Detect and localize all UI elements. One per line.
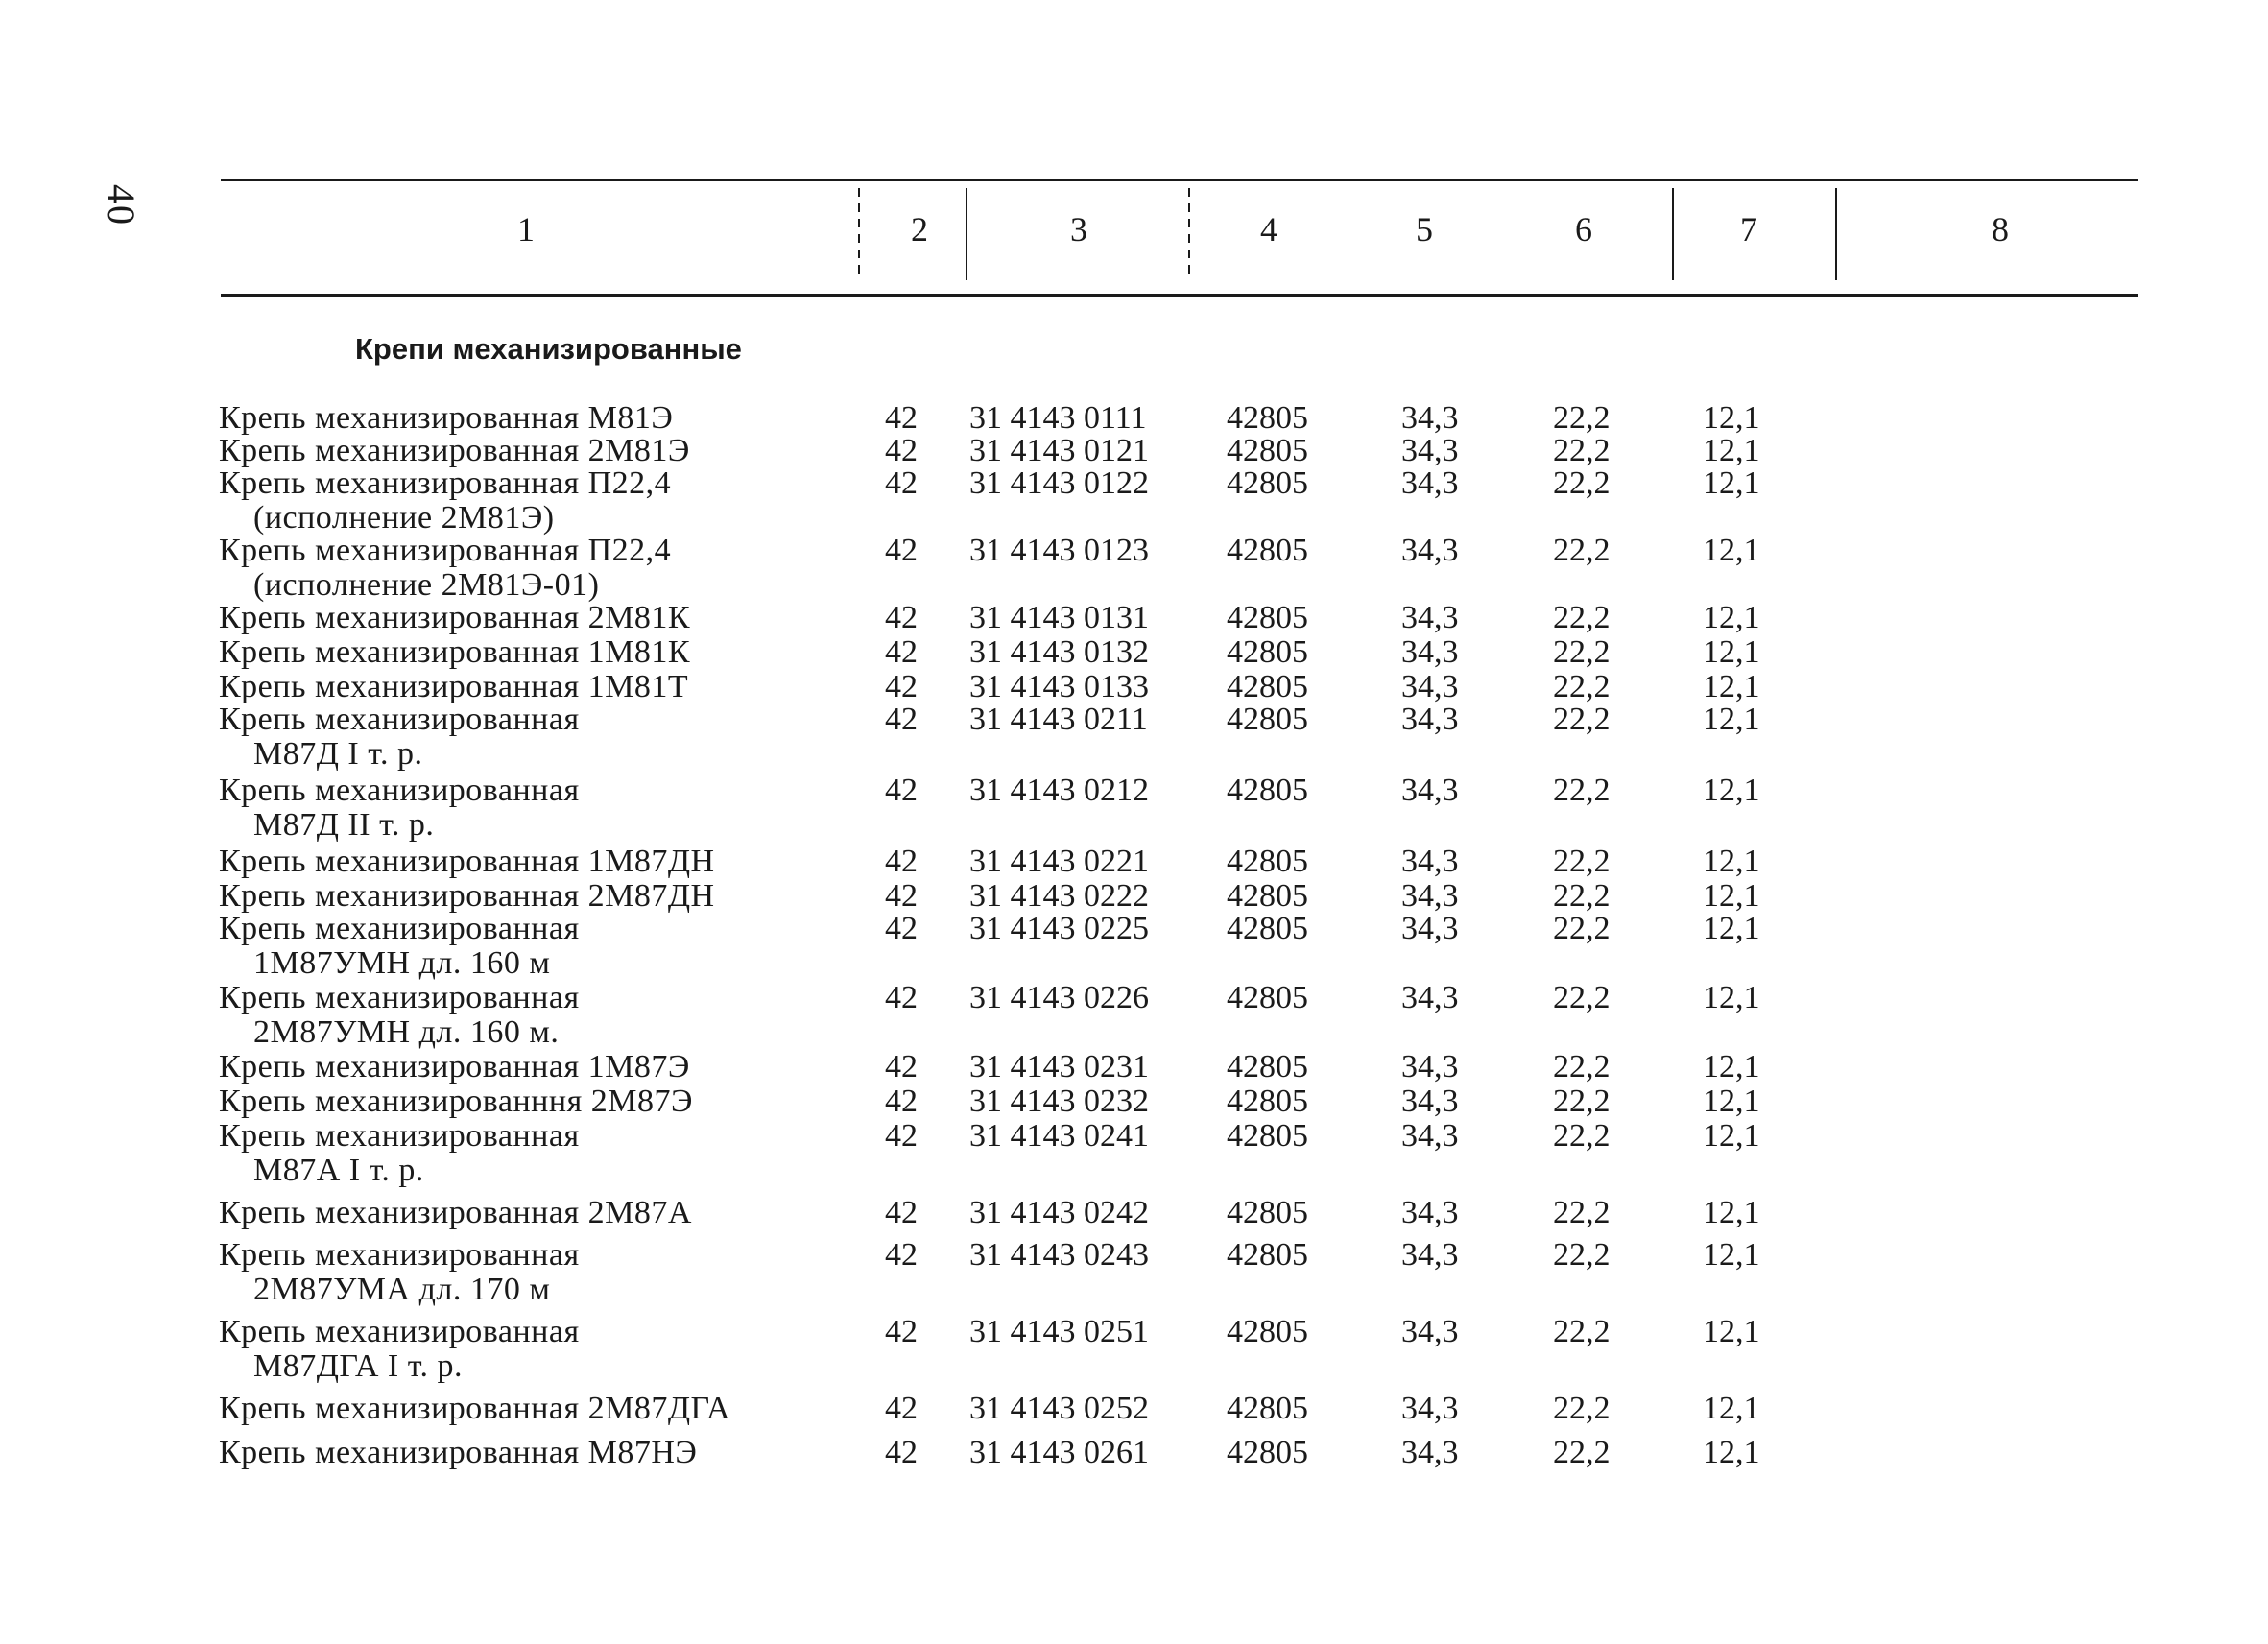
item-name (219, 912, 580, 981)
cell-col-3: 31 4143 0226 (969, 980, 1149, 1015)
column-number: 8 (1992, 210, 2009, 249)
column-number: 5 (1416, 210, 1433, 249)
cell-col-2: 42 (885, 773, 918, 808)
cell-col-3: 31 4143 0221 (969, 844, 1149, 879)
column-number: 7 (1740, 210, 1757, 249)
cell-col-7: 12,1 (1703, 433, 1760, 468)
cell-col-3: 31 4143 0251 (969, 1314, 1149, 1349)
cell-col-4: 42805 (1227, 878, 1308, 914)
cell-col-7: 12,1 (1703, 911, 1760, 946)
cell-col-4: 42805 (1227, 1195, 1308, 1230)
cell-col-6: 22,2 (1553, 980, 1611, 1015)
cell-col-5: 34,3 (1401, 465, 1459, 501)
item-name-line: Крепь механизированная (219, 1118, 580, 1154)
item-name (219, 774, 580, 843)
cell-col-3: 31 4143 0122 (969, 465, 1149, 501)
cell-col-4: 42805 (1227, 533, 1308, 568)
item-name-line: Крепь механизированная (219, 1314, 580, 1349)
item-name (219, 635, 690, 670)
cell-col-6: 22,2 (1553, 911, 1611, 946)
item-name (219, 879, 715, 914)
cell-col-6: 22,2 (1553, 1118, 1611, 1154)
cell-col-4: 42805 (1227, 1084, 1308, 1119)
cell-col-2: 42 (885, 400, 918, 436)
cell-col-7: 12,1 (1703, 1314, 1760, 1349)
cell-col-6: 22,2 (1553, 600, 1611, 635)
cell-col-7: 12,1 (1703, 702, 1760, 737)
cell-col-2: 42 (885, 669, 918, 704)
item-name (219, 601, 690, 635)
table-header-bottom-rule (221, 294, 2138, 297)
cell-col-2: 42 (885, 1314, 918, 1349)
cell-col-3: 31 4143 0232 (969, 1084, 1149, 1119)
column-divider (966, 188, 967, 280)
item-name (219, 401, 673, 436)
cell-col-6: 22,2 (1553, 433, 1611, 468)
cell-col-7: 12,1 (1703, 1118, 1760, 1154)
cell-col-2: 42 (885, 1084, 918, 1119)
cell-col-7: 12,1 (1703, 1195, 1760, 1230)
cell-col-4: 42805 (1227, 773, 1308, 808)
cell-col-4: 42805 (1227, 1391, 1308, 1426)
item-name-line: Крепь механизированная М81Э (219, 400, 674, 436)
item-name-line: Крепь механизированная П22,4 (219, 465, 672, 501)
cell-col-4: 42805 (1227, 1118, 1308, 1154)
item-name (219, 981, 580, 1050)
cell-col-6: 22,2 (1553, 844, 1611, 879)
cell-col-5: 34,3 (1401, 980, 1459, 1015)
cell-col-4: 42805 (1227, 1435, 1308, 1470)
cell-col-3: 31 4143 0225 (969, 911, 1149, 946)
item-name-line: Крепь механизированная (219, 1237, 580, 1273)
cell-col-7: 12,1 (1703, 1391, 1760, 1426)
item-name (219, 703, 580, 772)
item-name-line: Крепь механизированння 2М87Э (219, 1084, 693, 1119)
cell-col-3: 31 4143 0243 (969, 1237, 1149, 1273)
cell-col-3: 31 4143 0111 (969, 400, 1147, 436)
item-name (219, 1084, 693, 1119)
cell-col-3: 31 4143 0252 (969, 1391, 1149, 1426)
cell-col-6: 22,2 (1553, 465, 1611, 501)
cell-col-5: 34,3 (1401, 1435, 1459, 1470)
cell-col-2: 42 (885, 533, 918, 568)
item-name-continuation: М87Д II т. р. (253, 807, 435, 843)
item-name-continuation: (исполнение 2М81Э-01) (253, 567, 600, 603)
cell-col-5: 34,3 (1401, 1084, 1459, 1119)
cell-col-3: 31 4143 0133 (969, 669, 1149, 704)
item-name-line: Крепь механизированная (219, 911, 580, 946)
section-heading: Крепи механизированные (355, 332, 742, 366)
cell-col-6: 22,2 (1553, 702, 1611, 737)
cell-col-5: 34,3 (1401, 1314, 1459, 1349)
item-name-continuation: 1М87УМН дл. 160 м (253, 945, 551, 981)
cell-col-5: 34,3 (1401, 1118, 1459, 1154)
cell-col-4: 42805 (1227, 600, 1308, 635)
cell-col-6: 22,2 (1553, 634, 1611, 670)
cell-col-2: 42 (885, 1237, 918, 1273)
cell-col-4: 42805 (1227, 400, 1308, 436)
item-name-line: Крепь механизированная 1М87ДН (219, 844, 715, 879)
column-number: 3 (1070, 210, 1087, 249)
cell-col-2: 42 (885, 1049, 918, 1084)
cell-col-4: 42805 (1227, 669, 1308, 704)
cell-col-5: 34,3 (1401, 844, 1459, 879)
cell-col-2: 42 (885, 980, 918, 1015)
cell-col-2: 42 (885, 600, 918, 635)
cell-col-2: 42 (885, 844, 918, 879)
cell-col-3: 31 4143 0132 (969, 634, 1149, 670)
cell-col-6: 22,2 (1553, 1314, 1611, 1349)
cell-col-7: 12,1 (1703, 533, 1760, 568)
item-name (219, 1050, 690, 1084)
cell-col-5: 34,3 (1401, 1391, 1459, 1426)
cell-col-5: 34,3 (1401, 911, 1459, 946)
item-name-continuation: М87Д I т. р. (253, 736, 423, 772)
cell-col-3: 31 4143 0123 (969, 533, 1149, 568)
item-name (219, 1392, 730, 1426)
item-name (219, 1119, 580, 1188)
item-name (219, 1196, 692, 1230)
cell-col-7: 12,1 (1703, 669, 1760, 704)
column-divider (858, 188, 860, 280)
column-divider (1188, 188, 1190, 280)
item-name-continuation: М87ДГА I т. р. (253, 1348, 464, 1384)
cell-col-2: 42 (885, 911, 918, 946)
column-divider (1672, 188, 1674, 280)
cell-col-7: 12,1 (1703, 1049, 1760, 1084)
cell-col-4: 42805 (1227, 1049, 1308, 1084)
cell-col-2: 42 (885, 1118, 918, 1154)
cell-col-2: 42 (885, 465, 918, 501)
cell-col-5: 34,3 (1401, 669, 1459, 704)
item-name-line: Крепь механизированная 2М87ДГА (219, 1391, 731, 1426)
cell-col-2: 42 (885, 634, 918, 670)
item-name-continuation: 2М87УМА дл. 170 м (253, 1272, 551, 1307)
column-number: 2 (911, 210, 928, 249)
cell-col-4: 42805 (1227, 844, 1308, 879)
cell-col-7: 12,1 (1703, 465, 1760, 501)
cell-col-6: 22,2 (1553, 1084, 1611, 1119)
item-name-continuation: 2М87УМН дл. 160 м. (253, 1014, 560, 1050)
cell-col-2: 42 (885, 1435, 918, 1470)
cell-col-7: 12,1 (1703, 773, 1760, 808)
cell-col-5: 34,3 (1401, 1237, 1459, 1273)
item-name-continuation: М87А I т. р. (253, 1153, 424, 1188)
cell-col-7: 12,1 (1703, 400, 1760, 436)
item-name-line: Крепь механизированная (219, 980, 580, 1015)
item-name-line: Крепь механизированная М87НЭ (219, 1435, 698, 1470)
cell-col-2: 42 (885, 1195, 918, 1230)
item-name-line: Крепь механизированная (219, 773, 580, 808)
cell-col-4: 42805 (1227, 702, 1308, 737)
item-name-line: Крепь механизированная 2М81Э (219, 433, 690, 468)
cell-col-6: 22,2 (1553, 878, 1611, 914)
item-name (219, 434, 690, 468)
item-name-line: Крепь механизированная 1М81К (219, 634, 691, 670)
cell-col-3: 31 4143 0131 (969, 600, 1149, 635)
cell-col-7: 12,1 (1703, 1084, 1760, 1119)
item-name-continuation: (исполнение 2М81Э) (253, 500, 555, 536)
item-name (219, 1315, 580, 1384)
item-name (219, 1436, 697, 1470)
cell-col-4: 42805 (1227, 911, 1308, 946)
item-name-line: Крепь механизированная 2М87ДН (219, 878, 715, 914)
cell-col-6: 22,2 (1553, 533, 1611, 568)
cell-col-2: 42 (885, 702, 918, 737)
cell-col-5: 34,3 (1401, 433, 1459, 468)
cell-col-7: 12,1 (1703, 844, 1760, 879)
cell-col-5: 34,3 (1401, 1049, 1459, 1084)
item-name (219, 670, 688, 704)
cell-col-6: 22,2 (1553, 1391, 1611, 1426)
item-name-line: Крепь механизированная (219, 702, 580, 737)
cell-col-3: 31 4143 0231 (969, 1049, 1149, 1084)
cell-col-3: 31 4143 0261 (969, 1435, 1149, 1470)
column-number: 1 (517, 210, 535, 249)
cell-col-7: 12,1 (1703, 634, 1760, 670)
item-name-line: Крепь механизированная 1М87Э (219, 1049, 690, 1084)
cell-col-5: 34,3 (1401, 533, 1459, 568)
item-name-line: Крепь механизированная 2М87А (219, 1195, 692, 1230)
cell-col-7: 12,1 (1703, 1237, 1760, 1273)
cell-col-4: 42805 (1227, 465, 1308, 501)
cell-col-4: 42805 (1227, 1237, 1308, 1273)
cell-col-5: 34,3 (1401, 702, 1459, 737)
cell-col-7: 12,1 (1703, 980, 1760, 1015)
cell-col-5: 34,3 (1401, 400, 1459, 436)
cell-col-5: 34,3 (1401, 1195, 1459, 1230)
cell-col-7: 12,1 (1703, 878, 1760, 914)
item-name (219, 534, 671, 603)
cell-col-2: 42 (885, 878, 918, 914)
cell-col-4: 42805 (1227, 1314, 1308, 1349)
cell-col-5: 34,3 (1401, 878, 1459, 914)
cell-col-3: 31 4143 0121 (969, 433, 1149, 468)
cell-col-7: 12,1 (1703, 600, 1760, 635)
cell-col-5: 34,3 (1401, 634, 1459, 670)
column-number: 6 (1575, 210, 1592, 249)
item-name-line: Крепь механизированная 1М81Т (219, 669, 689, 704)
cell-col-3: 31 4143 0222 (969, 878, 1149, 914)
cell-col-7: 12,1 (1703, 1435, 1760, 1470)
cell-col-5: 34,3 (1401, 773, 1459, 808)
table-top-rule (221, 179, 2138, 181)
cell-col-2: 42 (885, 1391, 918, 1426)
cell-col-6: 22,2 (1553, 1435, 1611, 1470)
cell-col-3: 31 4143 0211 (969, 702, 1148, 737)
column-number: 4 (1260, 210, 1277, 249)
cell-col-3: 31 4143 0242 (969, 1195, 1149, 1230)
cell-col-4: 42805 (1227, 433, 1308, 468)
item-name (219, 466, 671, 536)
cell-col-5: 34,3 (1401, 600, 1459, 635)
cell-col-3: 31 4143 0241 (969, 1118, 1149, 1154)
item-name-line: Крепь механизированная 2М81К (219, 600, 691, 635)
cell-col-3: 31 4143 0212 (969, 773, 1149, 808)
item-name (219, 845, 715, 879)
item-name-line: Крепь механизированная П22,4 (219, 533, 672, 568)
cell-col-6: 22,2 (1553, 773, 1611, 808)
cell-col-4: 42805 (1227, 980, 1308, 1015)
cell-col-6: 22,2 (1553, 1195, 1611, 1230)
cell-col-6: 22,2 (1553, 1237, 1611, 1273)
cell-col-2: 42 (885, 433, 918, 468)
item-name (219, 1238, 580, 1307)
cell-col-6: 22,2 (1553, 669, 1611, 704)
cell-col-6: 22,2 (1553, 1049, 1611, 1084)
cell-col-4: 42805 (1227, 634, 1308, 670)
column-divider (1835, 188, 1837, 280)
cell-col-6: 22,2 (1553, 400, 1611, 436)
page-number: 40 (100, 184, 143, 226)
